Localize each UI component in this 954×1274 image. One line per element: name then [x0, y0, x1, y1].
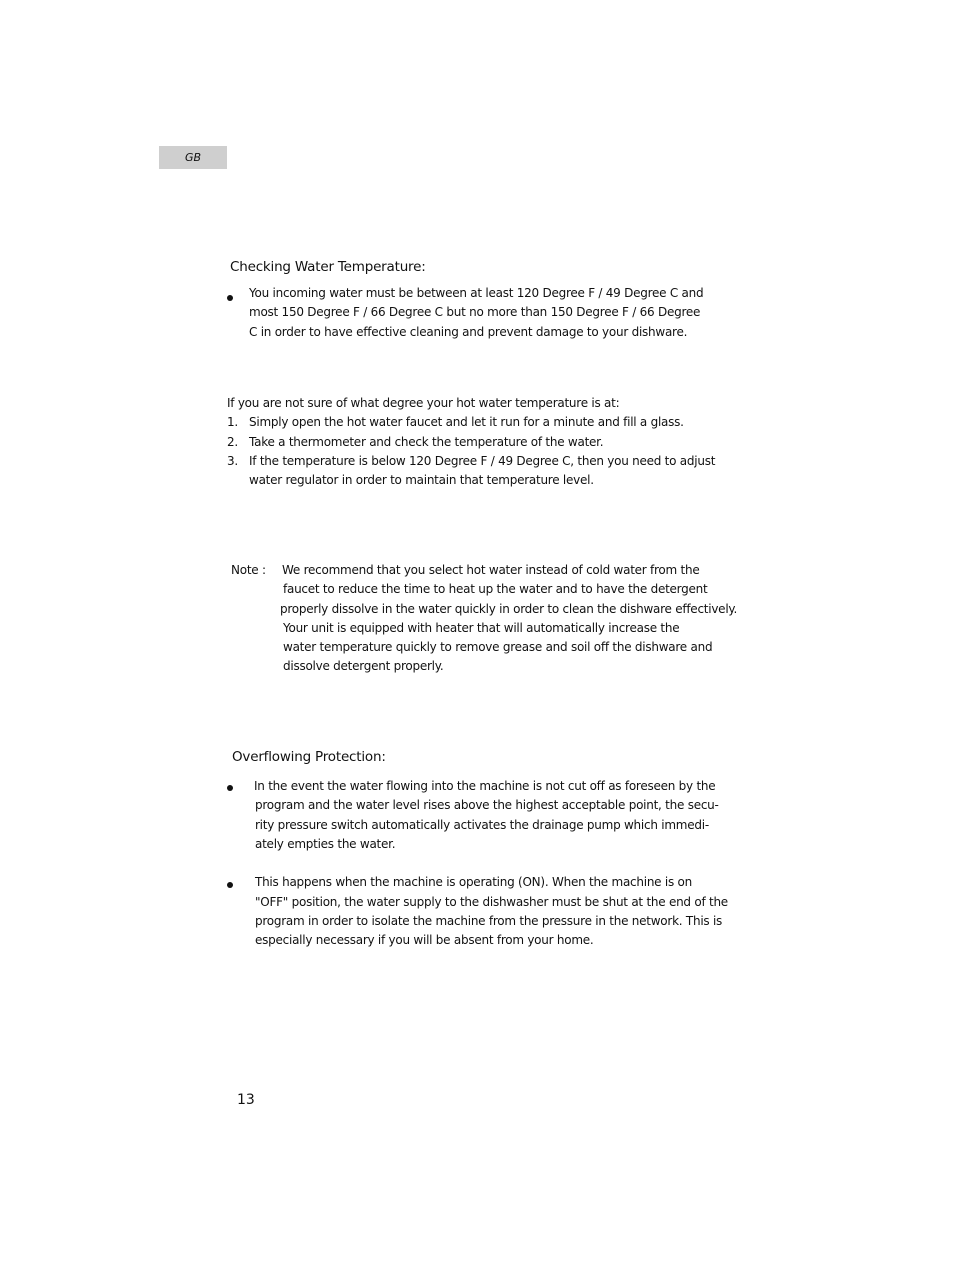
bullet-icon: [227, 882, 233, 888]
overflow-line: In the event the water flowing into the machine is not cut off as foreseen by the: [254, 779, 716, 793]
step-text: Take a thermometer and check the temperature of the water.: [249, 435, 604, 449]
overflow-line: program in order to isolate the machine from the pressure in the network. This is: [255, 914, 723, 928]
note-line: dissolve detergent properly.: [283, 659, 444, 673]
step-number: 2.: [227, 435, 238, 449]
water-temp-line: most 150 Degree F / 66 Degree C but no more than 150 Degree F / 66 Degree: [249, 305, 701, 319]
language-tab: GB: [159, 146, 227, 169]
overflow-line: This happens when the machine is operating (ON). When the machine is on: [255, 875, 692, 889]
step-number: 3.: [227, 454, 238, 468]
note-line: faucet to reduce the time to heat up the water and to have the detergent: [283, 582, 708, 596]
step-number: 1.: [227, 415, 238, 429]
overflow-line: "OFF" position, the water supply to the dishwasher must be shut at the end of the: [255, 895, 728, 909]
overflow-line: especially necessary if you will be absent from your home.: [255, 933, 594, 947]
water-temp-heading: Checking Water Temperature:: [230, 259, 426, 275]
water-temp-line: You incoming water must be between at least 120 Degree F / 49 Degree C and: [249, 286, 704, 300]
overflow-line: rity pressure switch automatically activates the drainage pump which immedi-: [255, 818, 709, 832]
note-label: Note :: [231, 563, 266, 577]
overflow-heading: Overflowing Protection:: [232, 749, 386, 765]
overflow-line: program and the water level rises above the highest acceptable point, the secu-: [255, 798, 719, 812]
page-number: 13: [237, 1092, 255, 1108]
step-text: Simply open the hot water faucet and let it run for a minute and fill a glass.: [249, 415, 684, 429]
note-line: properly dissolve in the water quickly in order to clean the dishware effectively.: [280, 602, 738, 616]
unsure-intro: If you are not sure of what degree your hot water temperature is at:: [227, 396, 620, 410]
water-temp-line: C in order to have effective cleaning and prevent damage to your dishware.: [249, 325, 688, 339]
step-text: If the temperature is below 120 Degree F / 49 Degree C, then you need to adjust: [249, 454, 716, 468]
step-text: water regulator in order to maintain that temperature level.: [249, 473, 594, 487]
note-line: Your unit is equipped with heater that will automatically increase the: [283, 621, 680, 635]
note-line: water temperature quickly to remove grease and soil off the dishware and: [283, 640, 713, 654]
bullet-icon: [227, 785, 233, 791]
note-line: We recommend that you select hot water instead of cold water from the: [282, 563, 700, 577]
bullet-icon: [227, 295, 233, 301]
overflow-line: ately empties the water.: [255, 837, 396, 851]
